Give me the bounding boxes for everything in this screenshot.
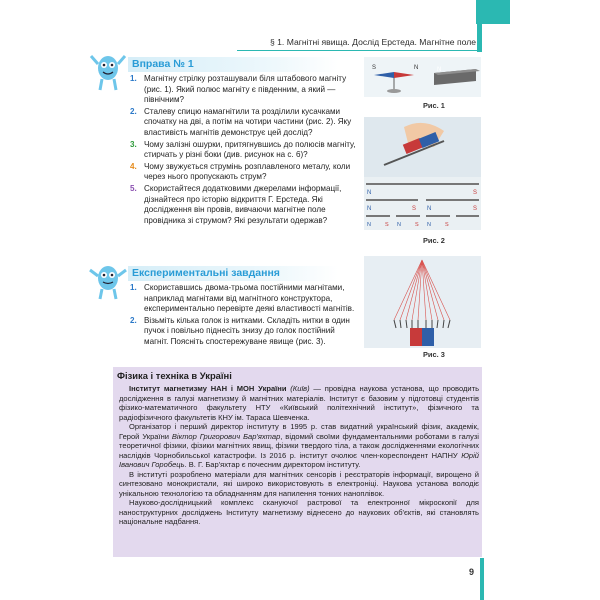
page-number: 9 — [469, 567, 475, 577]
exercise-item: 5. Скористайтеся додатковими джерелами інформації, дізнайтеся про історію відкриття Г. Ерстеда. Які дослідження він провів, вивчаючи магнітне поле провідника зі струмом? Які результати одержав? — [130, 183, 342, 225]
rod-label: S — [415, 222, 419, 228]
info-paragraph: Інститут магнетизму НАН і МОН України (Київ) — провідна наукова установа, що проводить дослідження в галузі магнетизму й магнітних матеріалів. Інститут є базовим у підготовці студентів фізико-математичного факультету НТУ «Київський політехнічний інститут», фізичного та радіофізичного факультетів КНУ ім. Тараса Шевченка. — [119, 384, 480, 422]
needle-cutting-illustration — [364, 117, 481, 230]
exercise-title: Вправа № 1 — [128, 57, 338, 72]
figure-2 — [364, 117, 481, 230]
experimental-item: 1. Скориставшись двома-трьома постійними магнітами, наприклад магнітами від магнітного конструктора, експериментально перевірте деякі властивості магнітів. — [130, 283, 355, 314]
pole-s-label: S — [372, 65, 377, 71]
mascot-icon — [88, 50, 128, 92]
info-paragraph: Організатор і перший директор інституту в 1995 р. став видатний український фізик, академік, Герой України Віктор Григорович Бар'яхтар, відомий своїми фундаментальними роботами в галузі теоретичної фізики, фізики магнітних явищ, фізики твердого тіла, а також дослідженнями екологічних наслідків Чорнобильської катастрофи. Із 2016 р. інститут очолює член-кореспондент НАПНУ Юрій Іванович Горобець. В. Г. Бар'яхтар є почесним директором інституту. — [119, 422, 479, 469]
figure-3-caption: Рис. 3 — [423, 350, 445, 359]
rod-label: N — [367, 190, 372, 196]
info-box-text — [119, 384, 479, 527]
rod-label: S — [385, 222, 389, 228]
rod-label: S — [473, 206, 478, 212]
page-edge-accent — [480, 558, 484, 600]
top-tab — [476, 0, 510, 24]
rod-label: N — [367, 206, 372, 212]
experimental-title: Експериментальні завдання — [128, 266, 338, 281]
mascot-experiment-icon — [88, 258, 128, 300]
info-paragraph: В інституті розроблено матеріали для магнітних сенсорів і реєстраторів інформації, вирощено й синтезовано монокристали, які широко використовують в електроніці. Наукова установа володіє унікальною технологією та обладнанням для напилення тонких наноплівок. — [119, 469, 479, 498]
figure-1 — [364, 57, 481, 97]
experimental-list — [130, 283, 356, 349]
exercise-item: 1. Магнітну стрілку розташували біля штабового магніту (рис. 1). Який полюс магніту є південним, а який — північним? — [130, 74, 347, 105]
exercise-item: 4. Чому звужується струмінь розплавленого металу, коли через нього пропускають струм? — [130, 161, 351, 182]
info-box-title: Фізика і техніка в Україні — [117, 370, 232, 381]
compass-magnet-illustration — [364, 57, 481, 97]
figure-2-caption: Рис. 2 — [423, 236, 445, 245]
rod-label: N — [427, 206, 432, 212]
exercise-item: 2. Сталеву спицю намагнітили та розділили кусачками спочатку на дві, а потім на чотири частини (рис. 2). Яку властивість магнітів демонструє цей дослід? — [130, 106, 352, 137]
rod-label: N — [427, 222, 431, 228]
rod-label: N — [367, 222, 371, 228]
needles-threads-illustration — [364, 256, 481, 348]
figure-3 — [364, 256, 481, 348]
figure-1-caption: Рис. 1 — [423, 101, 445, 110]
exercise-list — [130, 74, 356, 227]
info-paragraph: Науково-дослідницький комплекс скануючої растрової та електронної мікроскопії для наноструктурних досліджень Інституту магнетизму віднесено до наукових об'єктів, які становлять національне надбання. — [119, 498, 479, 526]
running-header: § 1. Магнітні явища. Дослід Ерстеда. Магнітне поле — [237, 35, 480, 51]
experimental-item: 2. Візьміть кілька голок із нитками. Складіть нитки в один пучок і повільно піднесіть знизу до голок постійний магніт. Поясніть спостережуване явище (рис. 3). — [130, 315, 350, 346]
physics-tech-ukraine-box — [113, 367, 482, 557]
rod-label: S — [473, 190, 478, 196]
institute-name: Інститут магнетизму НАН і МОН України — [129, 384, 287, 393]
exercise-item: 3. Чому залізні ошурки, притягнувшись до полюсів магніту, стирчать у різні боки (див. рисунок на с. 6)? — [130, 139, 356, 160]
rod-label: S — [445, 222, 449, 228]
magnet-pole-label: N — [437, 67, 442, 73]
pole-n-label: N — [414, 65, 419, 71]
rod-label: N — [397, 222, 401, 228]
rod-label: S — [412, 206, 417, 212]
